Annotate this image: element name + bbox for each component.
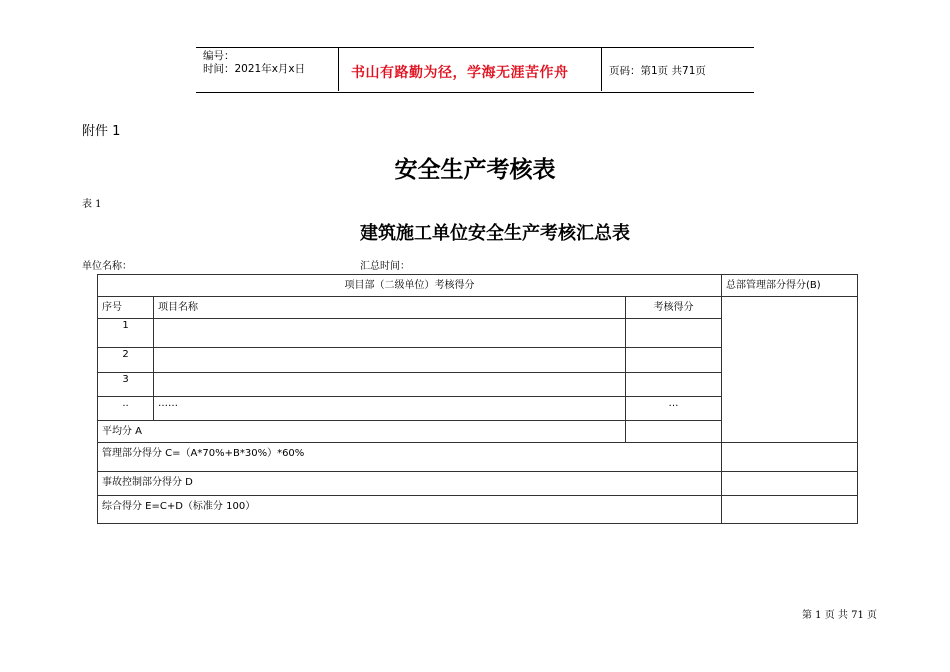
average-value[interactable] [626, 421, 722, 443]
row-seq: 2 [98, 348, 154, 373]
header-left-cell [196, 47, 339, 91]
col-name-header: 项目名称 [154, 297, 626, 319]
row-score[interactable] [626, 373, 722, 397]
row-name[interactable] [154, 348, 626, 373]
total-score-label: 综合得分 E=C+D（标准分 100） [98, 496, 722, 524]
total-score-value[interactable] [722, 496, 858, 524]
col-seq-header: 序号 [98, 297, 154, 319]
date-label: 时间：2021年x月x日 [203, 63, 306, 75]
project-section-header: 项目部（二级单位）考核得分 [98, 275, 722, 297]
row-name[interactable]: …… [154, 397, 626, 421]
accident-score-label: 事故控制部分得分 D [98, 472, 722, 496]
header-motto-cell [339, 47, 602, 91]
summary-time-label: 汇总时间： [360, 261, 410, 272]
footer-page-number: 第 1 页 共 71 页 [802, 610, 877, 621]
col-score-header: 考核得分 [626, 297, 722, 319]
row-score[interactable] [626, 348, 722, 373]
management-score-label: 管理部分得分 C=（A*70%+B*30%）*60% [98, 443, 722, 472]
hq-score-header: 总部管理部分得分(B) [722, 275, 858, 297]
row-name[interactable] [154, 373, 626, 397]
average-label: 平均分 A [98, 421, 626, 443]
hq-score-cell[interactable] [722, 297, 858, 443]
motto-text: 书山有路勤为径，学海无涯苦作舟 [351, 65, 569, 81]
unit-name-label: 单位名称： [82, 261, 132, 272]
assessment-summary-table [97, 274, 858, 524]
row-seq: .. [98, 397, 154, 421]
main-title: 安全生产考核表 [394, 156, 556, 183]
row-seq: 1 [98, 319, 154, 348]
attachment-label: 附件 1 [82, 124, 121, 139]
management-score-value[interactable] [722, 443, 858, 472]
row-seq: 3 [98, 373, 154, 397]
row-name[interactable] [154, 319, 626, 348]
serial-label: 编号： [203, 50, 235, 62]
row-score[interactable]: … [626, 397, 722, 421]
sub-title: 建筑施工单位安全生产考核汇总表 [360, 223, 630, 244]
accident-score-value[interactable] [722, 472, 858, 496]
table-number: 表 1 [82, 199, 102, 210]
row-score[interactable] [626, 319, 722, 348]
header-page-label: 页码：第1页 共71页 [609, 65, 706, 77]
